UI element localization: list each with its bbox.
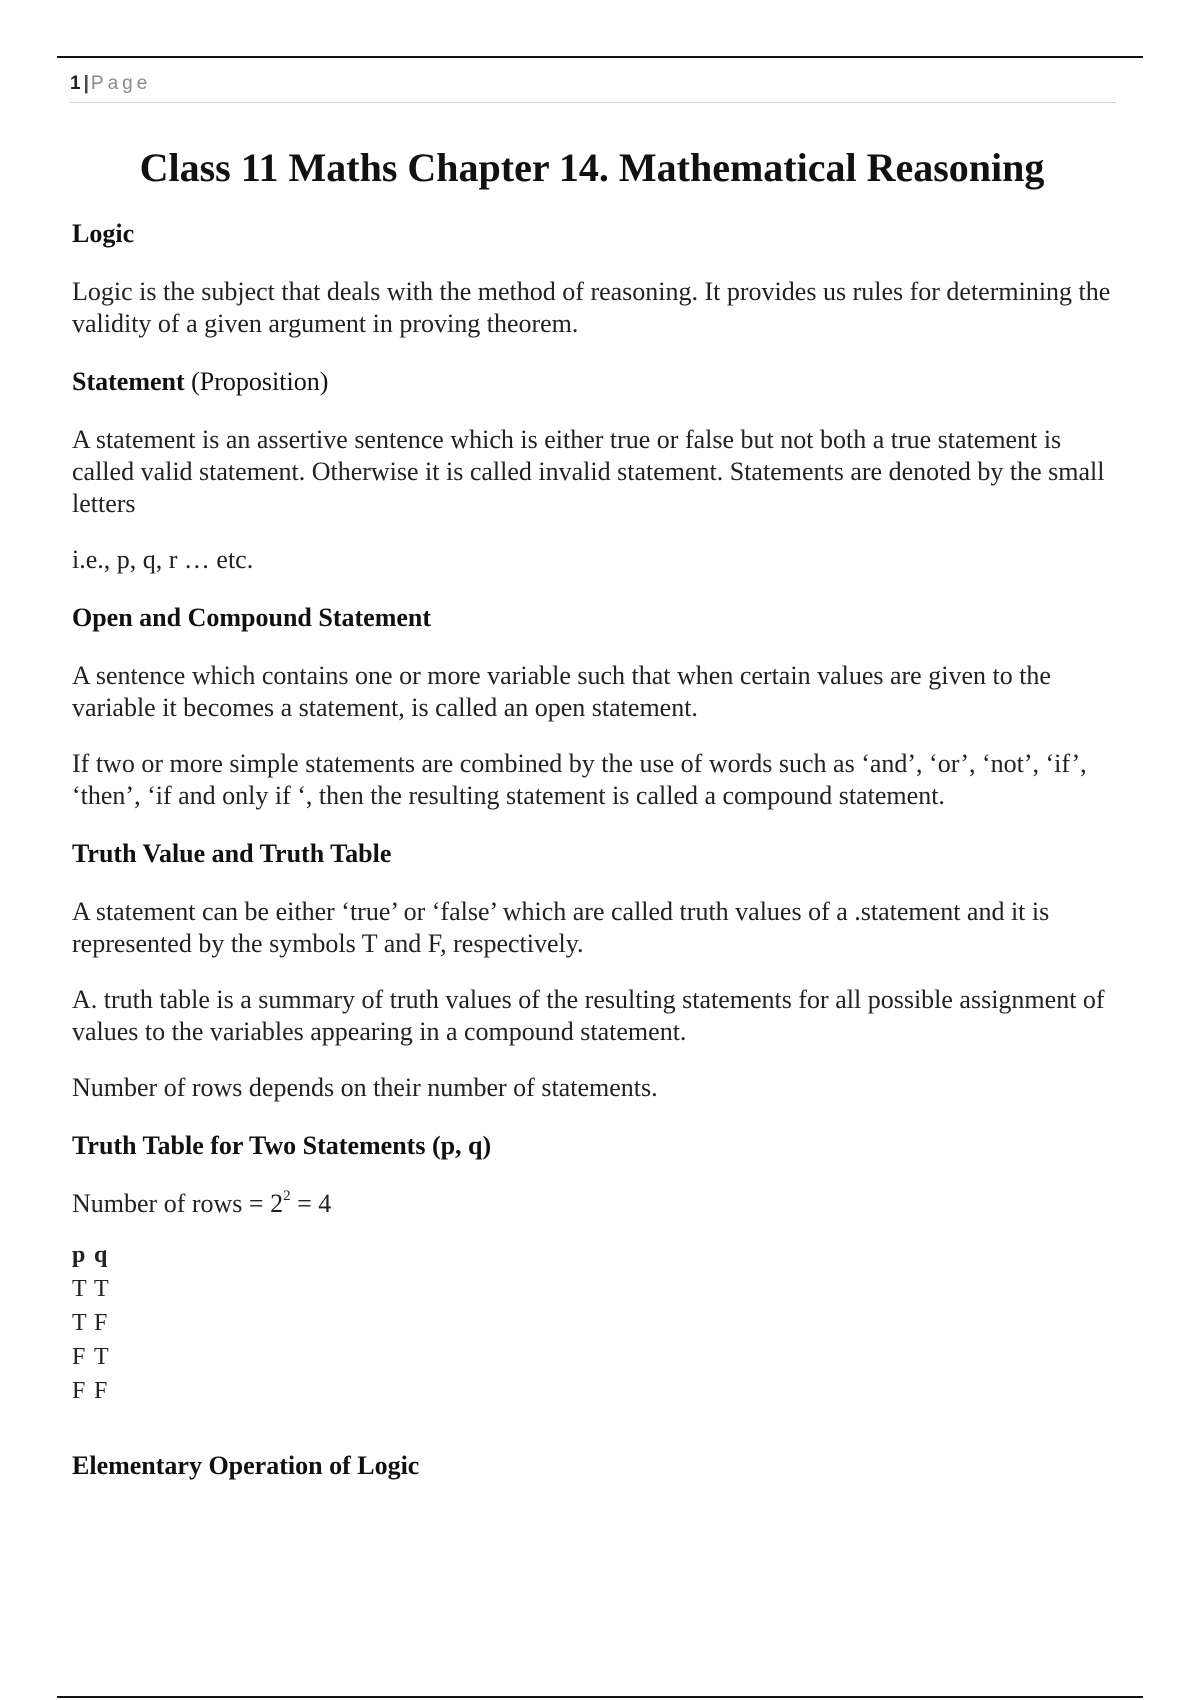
truth-table-cell: F (94, 1310, 108, 1336)
truth-table-cell: T (72, 1310, 87, 1336)
truth-table-cell: T (94, 1344, 109, 1370)
paragraph-truth-table: A. truth table is a summary of truth values of the resulting statements for all possible assignment of values to the variables appearing in a compound statement. (72, 985, 1105, 1046)
rows-formula-prefix: Number of rows = 2 (72, 1189, 284, 1218)
page-title: Class 11 Maths Chapter 14. Mathematical Reasoning (139, 145, 1045, 190)
truth-table-header-cell: q (94, 1242, 108, 1268)
truth-table (72, 1238, 1122, 1408)
page-label: Page (90, 73, 152, 94)
paragraph-statement-example: i.e., p, q, r … etc. (72, 545, 254, 574)
truth-table-row (72, 1272, 1122, 1306)
truth-table-header-cell: p (72, 1242, 86, 1268)
page-number: 1 (70, 73, 81, 94)
heading-logic: Logic (72, 219, 135, 248)
paragraph-open-statement: A sentence which contains one or more variable such that when certain values are given to the variable it becomes a statement, is called an open statement. (72, 661, 1051, 722)
truth-table-row (72, 1374, 1122, 1408)
truth-table-cell: T (94, 1276, 109, 1302)
heading-truth-value: Truth Value and Truth Table (72, 839, 392, 868)
paragraph-statement: A statement is an assertive sentence which is either true or false but not both a true statement is called valid statement. Otherwise it is called invalid statement. Statements are denoted by the small letters (72, 425, 1105, 518)
bottom-rule (57, 1696, 1143, 1698)
top-rule (57, 56, 1143, 58)
rows-formula-exponent: 2 (283, 1188, 291, 1205)
truth-table-row (72, 1306, 1122, 1340)
heading-open-compound: Open and Compound Statement (72, 603, 432, 632)
truth-table-row (72, 1340, 1122, 1374)
page-separator: | (83, 73, 89, 94)
paragraph-number-of-rows: Number of rows depends on their number of statements. (72, 1073, 658, 1102)
rows-formula-suffix: = 4 (290, 1189, 332, 1218)
heading-statement-suffix: (Proposition) (191, 367, 329, 396)
heading-elementary-operation: Elementary Operation of Logic (72, 1451, 420, 1480)
truth-table-header (72, 1238, 1122, 1272)
truth-table-cell: F (72, 1344, 86, 1370)
rows-formula (72, 1188, 1122, 1220)
truth-table-cell: T (72, 1276, 87, 1302)
paragraph-truth-values: A statement can be either ‘true’ or ‘false’ which are called truth values of a .statement and it is represented by the symbols T and F, respectively. (72, 897, 1050, 958)
heading-statement-label: Statement (72, 367, 185, 396)
heading-statement (72, 364, 1122, 400)
page-header (70, 70, 1116, 103)
truth-table-cell: F (72, 1378, 86, 1404)
paragraph-compound-statement: If two or more simple statements are combined by the use of words such as ‘and’, ‘or’, ‘not’, ‘if’, ‘then’, ‘if and only if ‘, then the resulting statement is called a compound statement. (72, 749, 1087, 810)
paragraph-logic: Logic is the subject that deals with the method of reasoning. It provides us rules for determining the validity of a given argument in proving theorem. (72, 277, 1111, 338)
heading-two-statements: Truth Table for Two Statements (p, q) (72, 1131, 492, 1160)
document-body (72, 138, 1122, 1508)
truth-table-cell: F (94, 1378, 108, 1404)
